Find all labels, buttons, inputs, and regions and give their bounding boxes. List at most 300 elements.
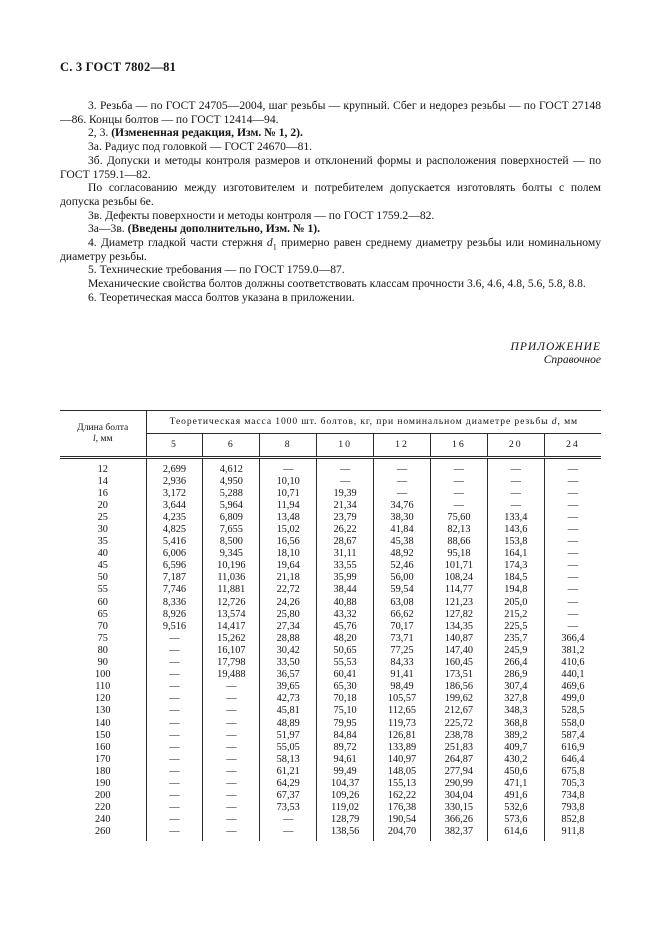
table-row xyxy=(60,693,601,705)
mass-value-cell: 99,49 xyxy=(317,766,374,778)
table-row xyxy=(60,802,601,814)
mass-value-cell: 499,0 xyxy=(544,693,601,705)
mass-value-cell: 133,89 xyxy=(374,742,431,754)
table-row xyxy=(60,814,601,826)
paragraph xyxy=(60,209,601,223)
mass-value-cell: 176,38 xyxy=(374,802,431,814)
diameter-header-cell: 5 xyxy=(146,433,203,457)
mass-value-cell: — xyxy=(430,500,487,512)
mass-value-cell: 79,95 xyxy=(317,718,374,730)
mass-value-cell: 348,3 xyxy=(487,705,544,717)
mass-value-cell: 6,006 xyxy=(146,548,203,560)
paragraph-text: 1 xyxy=(272,242,277,252)
mass-value-cell: 8,926 xyxy=(146,609,203,621)
mass-value-cell: 4,235 xyxy=(146,512,203,524)
mass-value-cell: 381,2 xyxy=(544,645,601,657)
mass-value-cell: 675,8 xyxy=(544,766,601,778)
mass-value-cell: — xyxy=(146,802,203,814)
bolt-length-cell: 190 xyxy=(95,777,111,789)
bolt-length-cell: 75 xyxy=(97,632,108,644)
mass-value-cell: 33,55 xyxy=(317,560,374,572)
mass-value-cell: — xyxy=(146,669,203,681)
mass-value-cell: 204,70 xyxy=(374,826,431,841)
mass-value-cell: — xyxy=(146,742,203,754)
paragraph xyxy=(60,181,601,208)
mass-value-cell: — xyxy=(374,457,431,476)
mass-value-cell: 705,3 xyxy=(544,778,601,790)
mass-value-cell: 38,44 xyxy=(317,584,374,596)
mass-value-cell: 366,4 xyxy=(544,633,601,645)
mass-value-cell: 140,87 xyxy=(430,633,487,645)
mass-value-cell: 430,2 xyxy=(487,754,544,766)
mass-value-cell: — xyxy=(544,476,601,488)
table-row xyxy=(60,548,601,560)
mass-value-cell: 105,57 xyxy=(374,693,431,705)
mass-value-cell: — xyxy=(203,814,260,826)
mass-value-cell: 10,10 xyxy=(260,476,317,488)
table-row xyxy=(60,730,601,742)
mass-value-cell: — xyxy=(430,457,487,476)
bolt-length-cell: 16 xyxy=(97,487,108,499)
mass-value-cell: 330,15 xyxy=(430,802,487,814)
mass-value-cell: 9,345 xyxy=(203,548,260,560)
mass-value-cell: — xyxy=(146,657,203,669)
mass-value-cell: 121,23 xyxy=(430,597,487,609)
mass-value-cell: 528,5 xyxy=(544,705,601,717)
mass-value-cell: 45,76 xyxy=(317,621,374,633)
mass-value-cell: 41,84 xyxy=(374,524,431,536)
mass-value-cell: — xyxy=(430,476,487,488)
mass-value-cell: 304,04 xyxy=(430,790,487,802)
mass-value-cell: — xyxy=(146,693,203,705)
mass-span-header-text: Теоретическая масса 1000 шт. болтов, кг, при номинальном диаметре резьбы xyxy=(169,416,552,428)
mass-value-cell: 67,37 xyxy=(260,790,317,802)
mass-value-cell: 368,8 xyxy=(487,718,544,730)
mass-value-cell: — xyxy=(374,476,431,488)
bolt-length-cell: 14 xyxy=(97,475,108,487)
mass-value-cell: 26,22 xyxy=(317,524,374,536)
mass-value-cell: 140,97 xyxy=(374,754,431,766)
mass-value-cell: 235,7 xyxy=(487,633,544,645)
bolt-length-cell: 30 xyxy=(97,524,108,536)
mass-value-cell: 245,9 xyxy=(487,645,544,657)
mass-value-cell: 3,644 xyxy=(146,500,203,512)
mass-value-cell: 162,22 xyxy=(374,790,431,802)
mass-value-cell: 28,88 xyxy=(260,633,317,645)
mass-value-cell: 52,46 xyxy=(374,560,431,572)
paragraph-text: 6. Теоретическая масса болтов указана в приложении. xyxy=(88,290,355,304)
mass-value-cell: 450,6 xyxy=(487,766,544,778)
table-row xyxy=(60,633,601,645)
page-title: С. 3 ГОСТ 7802—81 xyxy=(60,60,177,74)
paragraph xyxy=(60,222,601,236)
mass-value-cell: 119,73 xyxy=(374,718,431,730)
mass-value-cell: — xyxy=(146,790,203,802)
bolt-length-cell: 220 xyxy=(95,802,111,814)
table-row xyxy=(60,754,601,766)
mass-value-cell: 109,26 xyxy=(317,790,374,802)
mass-value-cell: 15,02 xyxy=(260,524,317,536)
mass-value-cell: — xyxy=(146,718,203,730)
mass-value-cell: 852,8 xyxy=(544,814,601,826)
mass-value-cell: — xyxy=(544,457,601,476)
paragraph-text: 2, 3. xyxy=(88,126,112,140)
diameter-header-cell: 20 xyxy=(487,433,544,457)
mass-value-cell: — xyxy=(146,766,203,778)
mass-value-cell: — xyxy=(544,621,601,633)
mass-value-cell: 60,41 xyxy=(317,669,374,681)
table-row xyxy=(60,766,601,778)
paragraph xyxy=(60,126,601,140)
mass-span-header-unit: , мм xyxy=(557,416,579,428)
mass-value-cell: — xyxy=(146,645,203,657)
table-row xyxy=(60,500,601,512)
bolt-length-cell: 240 xyxy=(95,814,111,826)
mass-value-cell: 58,13 xyxy=(260,754,317,766)
mass-value-cell: 225,5 xyxy=(487,621,544,633)
bolt-length-cell: 25 xyxy=(97,511,108,523)
mass-value-cell: 734,8 xyxy=(544,790,601,802)
bolt-length-cell: 110 xyxy=(95,681,111,693)
mass-value-cell: 55,05 xyxy=(260,742,317,754)
mass-value-cell: 30,42 xyxy=(260,645,317,657)
mass-value-cell: — xyxy=(544,548,601,560)
mass-value-cell: — xyxy=(146,814,203,826)
mass-value-cell: 59,54 xyxy=(374,584,431,596)
mass-value-cell: 31,11 xyxy=(317,548,374,560)
mass-value-cell: 491,6 xyxy=(487,790,544,802)
mass-value-cell: — xyxy=(544,512,601,524)
mass-value-cell: 45,38 xyxy=(374,536,431,548)
mass-value-cell: 42,73 xyxy=(260,693,317,705)
mass-value-cell: 128,79 xyxy=(317,814,374,826)
table-row xyxy=(60,597,601,609)
mass-value-cell: 39,65 xyxy=(260,681,317,693)
mass-value-cell: — xyxy=(544,488,601,500)
mass-value-cell: 24,26 xyxy=(260,597,317,609)
bolt-length-cell: 180 xyxy=(95,765,111,777)
paragraph-text: Механические свойства болтов должны соответствовать классам прочности 3.6, 4.6, 4.8, 5.6, 5.8, 8.8. xyxy=(88,277,586,291)
mass-value-cell: 6,596 xyxy=(146,560,203,572)
bolt-length-header xyxy=(60,410,146,457)
mass-value-cell: — xyxy=(203,742,260,754)
mass-value-cell: 382,37 xyxy=(430,826,487,841)
table-row xyxy=(60,457,601,476)
mass-value-cell: — xyxy=(146,681,203,693)
mass-value-cell: 5,288 xyxy=(203,488,260,500)
mass-value-cell: 8,336 xyxy=(146,597,203,609)
paragraph-text: По согласованию между изготовителем и потребителем допускается изготовлять болты с полем допуска резьбы 6е. xyxy=(60,181,601,208)
mass-value-cell: 190,54 xyxy=(374,814,431,826)
bolt-length-cell: 55 xyxy=(97,584,108,596)
mass-value-cell: 108,24 xyxy=(430,572,487,584)
mass-value-cell: 61,21 xyxy=(260,766,317,778)
mass-value-cell: 290,99 xyxy=(430,778,487,790)
mass-value-cell: 215,2 xyxy=(487,609,544,621)
mass-value-cell: 101,71 xyxy=(430,560,487,572)
mass-value-cell: 35,99 xyxy=(317,572,374,584)
mass-value-cell: 13,48 xyxy=(260,512,317,524)
mass-value-cell: — xyxy=(544,609,601,621)
mass-value-cell: 11,036 xyxy=(203,572,260,584)
mass-value-cell: — xyxy=(487,476,544,488)
mass-value-cell: 95,18 xyxy=(430,548,487,560)
mass-value-cell: 43,32 xyxy=(317,609,374,621)
mass-value-cell: 184,5 xyxy=(487,572,544,584)
table-header-row-1 xyxy=(60,410,601,433)
bolt-length-cell: 35 xyxy=(97,536,108,548)
mass-value-cell: — xyxy=(146,730,203,742)
mass-value-cell: 16,56 xyxy=(260,536,317,548)
bolt-length-cell: 150 xyxy=(95,729,111,741)
paragraph-text: 3а. Радиус под головкой — ГОСТ 24670—81. xyxy=(88,140,313,154)
mass-value-cell: 7,187 xyxy=(146,572,203,584)
mass-value-cell: 8,500 xyxy=(203,536,260,548)
table-row xyxy=(60,584,601,596)
table-row xyxy=(60,826,601,841)
table-row xyxy=(60,524,601,536)
bolt-length-cell: 40 xyxy=(97,548,108,560)
mass-value-cell: — xyxy=(146,754,203,766)
mass-value-cell: 45,81 xyxy=(260,705,317,717)
mass-value-cell: 587,4 xyxy=(544,730,601,742)
mass-value-cell: 307,4 xyxy=(487,681,544,693)
mass-value-cell: — xyxy=(203,790,260,802)
mass-value-cell: 18,10 xyxy=(260,548,317,560)
mass-value-cell: 4,825 xyxy=(146,524,203,536)
mass-value-cell: 7,746 xyxy=(146,584,203,596)
mass-value-cell: 19,64 xyxy=(260,560,317,572)
mass-value-cell: 440,1 xyxy=(544,669,601,681)
mass-value-cell: 48,20 xyxy=(317,633,374,645)
mass-value-cell: 89,72 xyxy=(317,742,374,754)
bolt-length-cell: 12 xyxy=(97,463,108,475)
mass-table xyxy=(60,410,601,842)
mass-value-cell: — xyxy=(203,693,260,705)
table-row xyxy=(60,705,601,717)
mass-value-cell: 199,62 xyxy=(430,693,487,705)
paragraph xyxy=(60,277,601,291)
bolt-length-cell: 200 xyxy=(95,790,111,802)
mass-value-cell: 5,416 xyxy=(146,536,203,548)
mass-value-cell: 532,6 xyxy=(487,802,544,814)
mass-value-cell: — xyxy=(203,681,260,693)
mass-value-cell: 174,3 xyxy=(487,560,544,572)
mass-value-cell: 6,809 xyxy=(203,512,260,524)
mass-value-cell: 70,17 xyxy=(374,621,431,633)
mass-value-cell: 48,92 xyxy=(374,548,431,560)
paragraph-text: 5. Технические требования — по ГОСТ 1759.0—87. xyxy=(88,263,345,277)
bolt-length-cell: 45 xyxy=(97,560,108,572)
mass-value-cell: 4,612 xyxy=(203,457,260,476)
mass-table-body xyxy=(60,457,601,841)
mass-value-cell: 19,39 xyxy=(317,488,374,500)
mass-value-cell: 264,87 xyxy=(430,754,487,766)
mass-value-cell: 12,726 xyxy=(203,597,260,609)
mass-value-cell: 70,18 xyxy=(317,693,374,705)
mass-value-cell: 11,881 xyxy=(203,584,260,596)
mass-value-cell: 238,78 xyxy=(430,730,487,742)
mass-value-cell: 40,88 xyxy=(317,597,374,609)
mass-value-cell: 148,05 xyxy=(374,766,431,778)
mass-value-cell: 614,6 xyxy=(487,826,544,841)
paragraph-text: (Измененная редакция, Изм. № 1, 2). xyxy=(111,126,303,140)
mass-value-cell: 84,33 xyxy=(374,657,431,669)
mass-value-cell: 36,57 xyxy=(260,669,317,681)
bolt-length-cell: 80 xyxy=(97,644,108,656)
mass-value-cell: 164,1 xyxy=(487,548,544,560)
mass-value-cell: 186,56 xyxy=(430,681,487,693)
mass-value-cell: — xyxy=(544,597,601,609)
table-row xyxy=(60,657,601,669)
bolt-length-cell: 90 xyxy=(97,657,108,669)
mass-value-cell: — xyxy=(260,814,317,826)
paragraphs xyxy=(60,99,601,305)
mass-value-cell: — xyxy=(317,476,374,488)
mass-value-cell: — xyxy=(203,754,260,766)
mass-value-cell: 212,67 xyxy=(430,705,487,717)
mass-value-cell: 153,8 xyxy=(487,536,544,548)
bolt-length-cell: 65 xyxy=(97,608,108,620)
mass-value-cell: — xyxy=(203,802,260,814)
mass-value-cell: 51,97 xyxy=(260,730,317,742)
table-row xyxy=(60,536,601,548)
mass-value-cell: 409,7 xyxy=(487,742,544,754)
mass-value-cell: — xyxy=(544,536,601,548)
mass-value-cell: — xyxy=(260,457,317,476)
bolt-length-symbol: l xyxy=(92,433,96,445)
mass-value-cell: 573,6 xyxy=(487,814,544,826)
table-row xyxy=(60,572,601,584)
mass-value-cell: 114,77 xyxy=(430,584,487,596)
mass-value-cell: 286,9 xyxy=(487,669,544,681)
mass-value-cell: 160,45 xyxy=(430,657,487,669)
mass-value-cell: — xyxy=(544,584,601,596)
mass-value-cell: — xyxy=(544,572,601,584)
appendix-block xyxy=(60,341,601,368)
mass-value-cell: 126,81 xyxy=(374,730,431,742)
diameter-symbol: d xyxy=(551,416,558,428)
mass-value-cell: 646,4 xyxy=(544,754,601,766)
page-content xyxy=(60,60,601,841)
mass-value-cell: — xyxy=(203,705,260,717)
mass-value-cell: 50,65 xyxy=(317,645,374,657)
paragraph-text: (Введены дополнительно, Изм. № 1). xyxy=(127,222,321,236)
mass-value-cell: 143,6 xyxy=(487,524,544,536)
mass-value-cell: — xyxy=(203,766,260,778)
mass-value-cell: — xyxy=(146,826,203,841)
mass-value-cell: 469,6 xyxy=(544,681,601,693)
mass-value-cell: 63,08 xyxy=(374,597,431,609)
mass-value-cell: 112,65 xyxy=(374,705,431,717)
bolt-length-cell: 130 xyxy=(95,705,111,717)
mass-value-cell: 13,574 xyxy=(203,609,260,621)
mass-value-cell: 56,00 xyxy=(374,572,431,584)
mass-value-cell: 4,950 xyxy=(203,476,260,488)
table-row xyxy=(60,560,601,572)
table-row xyxy=(60,488,601,500)
bolt-length-cell: 140 xyxy=(95,717,111,729)
bolt-length-cell: 50 xyxy=(97,572,108,584)
mass-value-cell: 73,53 xyxy=(260,802,317,814)
mass-value-cell: 25,80 xyxy=(260,609,317,621)
mass-value-cell: 194,8 xyxy=(487,584,544,596)
paragraph-text: 3б. Допуски и методы контроля размеров и отклонений формы и расположения поверхностей — по ГОСТ 1759.1—82. xyxy=(60,153,601,181)
paragraph-text: 4. Диаметр гладкой части стержня xyxy=(88,236,267,250)
mass-value-cell: 366,26 xyxy=(430,814,487,826)
mass-value-cell: 16,107 xyxy=(203,645,260,657)
paragraph xyxy=(60,291,601,305)
mass-value-cell: — xyxy=(203,826,260,841)
bolt-length-cell: 260 xyxy=(95,826,111,838)
mass-value-cell: 5,964 xyxy=(203,500,260,512)
mass-value-cell: 155,13 xyxy=(374,778,431,790)
mass-value-cell: 17,798 xyxy=(203,657,260,669)
table-row xyxy=(60,512,601,524)
mass-value-cell: 205,0 xyxy=(487,597,544,609)
paragraph-text: d xyxy=(266,236,273,250)
paragraph-text: 3в. Дефекты поверхности и методы контроля — по ГОСТ 1759.2—82. xyxy=(88,208,435,222)
bolt-length-cell: 70 xyxy=(97,620,108,632)
table-row xyxy=(60,778,601,790)
mass-value-cell: — xyxy=(374,488,431,500)
mass-value-cell: 10,71 xyxy=(260,488,317,500)
table-row xyxy=(60,476,601,488)
mass-value-cell: 33,50 xyxy=(260,657,317,669)
bolt-length-unit: , мм xyxy=(95,433,113,445)
mass-value-cell: 389,2 xyxy=(487,730,544,742)
mass-value-cell: 225,72 xyxy=(430,718,487,730)
mass-value-cell: 28,67 xyxy=(317,536,374,548)
mass-value-cell: 34,76 xyxy=(374,500,431,512)
mass-value-cell: 77,25 xyxy=(374,645,431,657)
table-row xyxy=(60,718,601,730)
mass-value-cell: 94,61 xyxy=(317,754,374,766)
mass-value-cell: — xyxy=(544,500,601,512)
mass-value-cell: 471,1 xyxy=(487,778,544,790)
mass-value-cell: — xyxy=(203,718,260,730)
mass-value-cell: 10,196 xyxy=(203,560,260,572)
mass-value-cell: — xyxy=(203,730,260,742)
paragraph xyxy=(60,236,601,263)
diameter-header-cell: 24 xyxy=(544,433,601,457)
mass-value-cell: 15,262 xyxy=(203,633,260,645)
appendix-subtitle: Справочное xyxy=(543,354,601,367)
mass-value-cell: 73,71 xyxy=(374,633,431,645)
paragraph xyxy=(60,263,601,277)
mass-value-cell: — xyxy=(487,457,544,476)
table-row xyxy=(60,790,601,802)
mass-value-cell: 91,41 xyxy=(374,669,431,681)
table-row xyxy=(60,609,601,621)
diameter-header-cell: 12 xyxy=(374,433,431,457)
mass-value-cell: 21,34 xyxy=(317,500,374,512)
mass-value-cell: 173,51 xyxy=(430,669,487,681)
mass-value-cell: 82,13 xyxy=(430,524,487,536)
table-row xyxy=(60,645,601,657)
mass-value-cell: — xyxy=(146,778,203,790)
mass-value-cell: 133,4 xyxy=(487,512,544,524)
mass-value-cell: — xyxy=(487,500,544,512)
mass-value-cell: 75,10 xyxy=(317,705,374,717)
bolt-length-cell: 60 xyxy=(97,596,108,608)
bolt-length-cell: 100 xyxy=(95,669,111,681)
mass-value-cell: 11,94 xyxy=(260,500,317,512)
mass-value-cell: 134,35 xyxy=(430,621,487,633)
mass-value-cell: 410,6 xyxy=(544,657,601,669)
mass-value-cell: 48,89 xyxy=(260,718,317,730)
mass-value-cell: 9,516 xyxy=(146,621,203,633)
